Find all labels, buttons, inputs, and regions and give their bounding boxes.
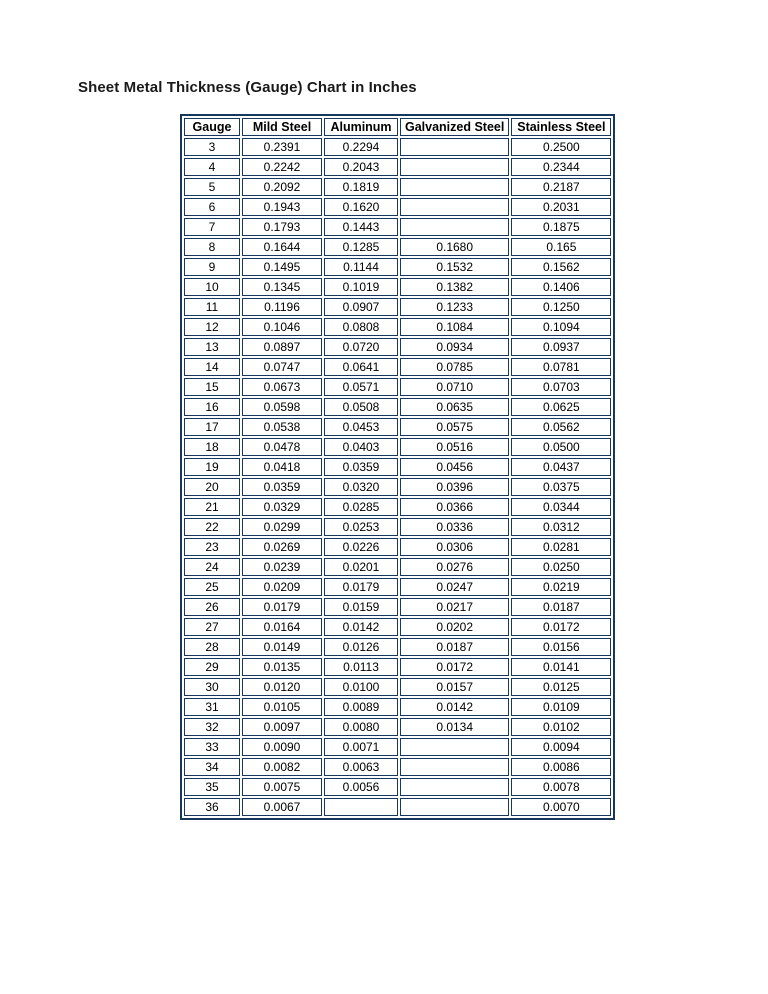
gauge-cell: 29 — [184, 658, 240, 676]
table-row — [184, 358, 611, 376]
thickness-value-cell: 0.0134 — [400, 718, 509, 736]
table-row — [184, 298, 611, 316]
thickness-value-cell: 0.1406 — [511, 278, 611, 296]
table-header-row — [184, 118, 611, 136]
table-row — [184, 538, 611, 556]
table-row — [184, 658, 611, 676]
table-row — [184, 798, 611, 816]
thickness-value-cell: 0.2187 — [511, 178, 611, 196]
table-row — [184, 598, 611, 616]
thickness-value-cell: 0.0635 — [400, 398, 509, 416]
thickness-value-cell: 0.0516 — [400, 438, 509, 456]
thickness-value-cell: 0.0781 — [511, 358, 611, 376]
thickness-value-cell: 0.0120 — [242, 678, 322, 696]
table-row — [184, 198, 611, 216]
thickness-value-cell — [400, 758, 509, 776]
thickness-value-cell: 0.0159 — [324, 598, 398, 616]
gauge-cell: 18 — [184, 438, 240, 456]
thickness-value-cell: 0.2344 — [511, 158, 611, 176]
thickness-value-cell: 0.0102 — [511, 718, 611, 736]
thickness-value-cell: 0.0201 — [324, 558, 398, 576]
thickness-value-cell: 0.0562 — [511, 418, 611, 436]
thickness-value-cell: 0.1046 — [242, 318, 322, 336]
thickness-value-cell: 0.0067 — [242, 798, 322, 816]
thickness-value-cell: 0.0396 — [400, 478, 509, 496]
thickness-value-cell: 0.1532 — [400, 258, 509, 276]
thickness-value-cell: 0.0747 — [242, 358, 322, 376]
thickness-value-cell: 0.0897 — [242, 338, 322, 356]
thickness-value-cell: 0.0094 — [511, 738, 611, 756]
table-body — [184, 138, 611, 816]
gauge-cell: 7 — [184, 218, 240, 236]
thickness-value-cell: 0.1495 — [242, 258, 322, 276]
gauge-cell: 36 — [184, 798, 240, 816]
thickness-value-cell — [400, 798, 509, 816]
gauge-cell: 34 — [184, 758, 240, 776]
thickness-value-cell: 0.0075 — [242, 778, 322, 796]
thickness-value-cell: 0.1620 — [324, 198, 398, 216]
thickness-value-cell: 0.1819 — [324, 178, 398, 196]
gauge-cell: 17 — [184, 418, 240, 436]
gauge-cell: 26 — [184, 598, 240, 616]
thickness-value-cell: 0.0089 — [324, 698, 398, 716]
thickness-value-cell — [400, 158, 509, 176]
thickness-value-cell: 0.2500 — [511, 138, 611, 156]
gauge-cell: 28 — [184, 638, 240, 656]
thickness-value-cell: 0.0571 — [324, 378, 398, 396]
table-row — [184, 438, 611, 456]
gauge-cell: 10 — [184, 278, 240, 296]
thickness-value-cell — [400, 778, 509, 796]
thickness-value-cell: 0.0418 — [242, 458, 322, 476]
table-row — [184, 578, 611, 596]
table-row — [184, 498, 611, 516]
thickness-value-cell: 0.1793 — [242, 218, 322, 236]
thickness-value-cell: 0.0359 — [242, 478, 322, 496]
gauge-cell: 12 — [184, 318, 240, 336]
gauge-cell: 13 — [184, 338, 240, 356]
thickness-value-cell: 0.2391 — [242, 138, 322, 156]
thickness-value-cell: 0.0625 — [511, 398, 611, 416]
thickness-value-cell: 0.0071 — [324, 738, 398, 756]
gauge-cell: 30 — [184, 678, 240, 696]
thickness-value-cell: 0.0149 — [242, 638, 322, 656]
thickness-value-cell: 0.0329 — [242, 498, 322, 516]
thickness-value-cell: 0.0500 — [511, 438, 611, 456]
thickness-value-cell: 0.0142 — [400, 698, 509, 716]
thickness-value-cell: 0.0508 — [324, 398, 398, 416]
thickness-value-cell: 0.0187 — [400, 638, 509, 656]
thickness-value-cell: 0.0281 — [511, 538, 611, 556]
thickness-value-cell: 0.0179 — [324, 578, 398, 596]
thickness-value-cell: 0.0306 — [400, 538, 509, 556]
gauge-cell: 24 — [184, 558, 240, 576]
thickness-value-cell: 0.0703 — [511, 378, 611, 396]
thickness-value-cell: 0.1196 — [242, 298, 322, 316]
thickness-value-cell: 0.165 — [511, 238, 611, 256]
table-row — [184, 738, 611, 756]
thickness-value-cell: 0.2092 — [242, 178, 322, 196]
thickness-value-cell: 0.0276 — [400, 558, 509, 576]
gauge-cell: 35 — [184, 778, 240, 796]
thickness-value-cell: 0.0070 — [511, 798, 611, 816]
thickness-value-cell: 0.0179 — [242, 598, 322, 616]
thickness-value-cell: 0.2294 — [324, 138, 398, 156]
gauge-cell: 27 — [184, 618, 240, 636]
thickness-value-cell: 0.0080 — [324, 718, 398, 736]
table-row — [184, 478, 611, 496]
thickness-value-cell: 0.0598 — [242, 398, 322, 416]
thickness-value-cell: 0.0344 — [511, 498, 611, 516]
thickness-value-cell: 0.0090 — [242, 738, 322, 756]
thickness-value-cell: 0.0312 — [511, 518, 611, 536]
thickness-value-cell: 0.0285 — [324, 498, 398, 516]
thickness-value-cell: 0.0937 — [511, 338, 611, 356]
thickness-value-cell: 0.0907 — [324, 298, 398, 316]
gauge-cell: 22 — [184, 518, 240, 536]
gauge-cell: 14 — [184, 358, 240, 376]
table-row — [184, 678, 611, 696]
thickness-value-cell: 0.0105 — [242, 698, 322, 716]
thickness-value-cell: 0.0253 — [324, 518, 398, 536]
thickness-value-cell — [400, 138, 509, 156]
table-row — [184, 518, 611, 536]
table-row — [184, 158, 611, 176]
thickness-value-cell — [400, 178, 509, 196]
thickness-value-cell: 0.0135 — [242, 658, 322, 676]
thickness-value-cell: 0.0056 — [324, 778, 398, 796]
thickness-value-cell: 0.2242 — [242, 158, 322, 176]
gauge-cell: 11 — [184, 298, 240, 316]
thickness-value-cell: 0.0250 — [511, 558, 611, 576]
thickness-value-cell: 0.0202 — [400, 618, 509, 636]
thickness-value-cell: 0.0478 — [242, 438, 322, 456]
thickness-value-cell: 0.0575 — [400, 418, 509, 436]
thickness-value-cell: 0.0239 — [242, 558, 322, 576]
thickness-value-cell: 0.0453 — [324, 418, 398, 436]
table-row — [184, 218, 611, 236]
thickness-value-cell: 0.0217 — [400, 598, 509, 616]
thickness-value-cell — [324, 798, 398, 816]
thickness-value-cell: 0.0078 — [511, 778, 611, 796]
table-head — [184, 118, 611, 136]
gauge-cell: 5 — [184, 178, 240, 196]
table-row — [184, 318, 611, 336]
gauge-cell: 16 — [184, 398, 240, 416]
thickness-value-cell: 0.0142 — [324, 618, 398, 636]
thickness-value-cell: 0.0785 — [400, 358, 509, 376]
thickness-value-cell: 0.0172 — [511, 618, 611, 636]
table-row — [184, 238, 611, 256]
table-row — [184, 618, 611, 636]
table-row — [184, 778, 611, 796]
gauge-cell: 8 — [184, 238, 240, 256]
thickness-value-cell: 0.0641 — [324, 358, 398, 376]
thickness-value-cell: 0.0157 — [400, 678, 509, 696]
table-row — [184, 138, 611, 156]
table-row — [184, 698, 611, 716]
thickness-value-cell: 0.0164 — [242, 618, 322, 636]
thickness-value-cell: 0.0673 — [242, 378, 322, 396]
thickness-value-cell: 0.0375 — [511, 478, 611, 496]
thickness-value-cell: 0.0109 — [511, 698, 611, 716]
thickness-value-cell: 0.0456 — [400, 458, 509, 476]
thickness-value-cell: 0.0720 — [324, 338, 398, 356]
thickness-value-cell: 0.0113 — [324, 658, 398, 676]
table-row — [184, 638, 611, 656]
thickness-value-cell: 0.1144 — [324, 258, 398, 276]
thickness-value-cell: 0.1345 — [242, 278, 322, 296]
thickness-value-cell: 0.1084 — [400, 318, 509, 336]
gauge-cell: 33 — [184, 738, 240, 756]
table-row — [184, 718, 611, 736]
gauge-cell: 3 — [184, 138, 240, 156]
table-row — [184, 558, 611, 576]
thickness-value-cell: 0.0538 — [242, 418, 322, 436]
thickness-value-cell: 0.0209 — [242, 578, 322, 596]
gauge-cell: 23 — [184, 538, 240, 556]
thickness-value-cell: 0.0097 — [242, 718, 322, 736]
thickness-value-cell: 0.0359 — [324, 458, 398, 476]
gauge-cell: 25 — [184, 578, 240, 596]
thickness-value-cell: 0.0082 — [242, 758, 322, 776]
column-header-galvanized-steel: Galvanized Steel — [400, 118, 509, 136]
gauge-cell: 15 — [184, 378, 240, 396]
gauge-cell: 21 — [184, 498, 240, 516]
table-row — [184, 418, 611, 436]
thickness-value-cell: 0.0808 — [324, 318, 398, 336]
table-row — [184, 278, 611, 296]
thickness-value-cell — [400, 738, 509, 756]
thickness-value-cell: 0.0219 — [511, 578, 611, 596]
gauge-cell: 32 — [184, 718, 240, 736]
thickness-value-cell: 0.1382 — [400, 278, 509, 296]
thickness-value-cell: 0.1875 — [511, 218, 611, 236]
gauge-cell: 31 — [184, 698, 240, 716]
thickness-value-cell: 0.0141 — [511, 658, 611, 676]
thickness-value-cell: 0.1094 — [511, 318, 611, 336]
thickness-value-cell: 0.0320 — [324, 478, 398, 496]
thickness-value-cell: 0.0086 — [511, 758, 611, 776]
gauge-cell: 6 — [184, 198, 240, 216]
thickness-value-cell: 0.0125 — [511, 678, 611, 696]
thickness-value-cell: 0.2031 — [511, 198, 611, 216]
thickness-value-cell: 0.0934 — [400, 338, 509, 356]
thickness-value-cell: 0.0269 — [242, 538, 322, 556]
gauge-chart-table — [180, 114, 615, 820]
thickness-value-cell: 0.1233 — [400, 298, 509, 316]
thickness-value-cell: 0.0063 — [324, 758, 398, 776]
table-row — [184, 378, 611, 396]
thickness-value-cell: 0.0710 — [400, 378, 509, 396]
thickness-value-cell: 0.0336 — [400, 518, 509, 536]
thickness-value-cell: 0.2043 — [324, 158, 398, 176]
table-row — [184, 398, 611, 416]
thickness-value-cell: 0.1285 — [324, 238, 398, 256]
thickness-value-cell: 0.0226 — [324, 538, 398, 556]
thickness-value-cell: 0.1562 — [511, 258, 611, 276]
column-header-gauge: Gauge — [184, 118, 240, 136]
thickness-value-cell: 0.0247 — [400, 578, 509, 596]
thickness-value-cell: 0.0172 — [400, 658, 509, 676]
thickness-value-cell — [400, 218, 509, 236]
gauge-cell: 4 — [184, 158, 240, 176]
thickness-value-cell: 0.0187 — [511, 598, 611, 616]
column-header-stainless-steel: Stainless Steel — [511, 118, 611, 136]
thickness-value-cell: 0.1680 — [400, 238, 509, 256]
column-header-aluminum: Aluminum — [324, 118, 398, 136]
thickness-value-cell: 0.0126 — [324, 638, 398, 656]
gauge-cell: 19 — [184, 458, 240, 476]
column-header-mild-steel: Mild Steel — [242, 118, 322, 136]
gauge-cell: 20 — [184, 478, 240, 496]
thickness-value-cell: 0.1943 — [242, 198, 322, 216]
thickness-value-cell: 0.0156 — [511, 638, 611, 656]
table-row — [184, 338, 611, 356]
thickness-value-cell: 0.0299 — [242, 518, 322, 536]
thickness-value-cell: 0.1443 — [324, 218, 398, 236]
gauge-cell: 9 — [184, 258, 240, 276]
thickness-value-cell: 0.0437 — [511, 458, 611, 476]
table-row — [184, 758, 611, 776]
thickness-value-cell — [400, 198, 509, 216]
thickness-value-cell: 0.0403 — [324, 438, 398, 456]
thickness-value-cell: 0.0366 — [400, 498, 509, 516]
page-title: Sheet Metal Thickness (Gauge) Chart in Inches — [78, 79, 417, 96]
thickness-value-cell: 0.1250 — [511, 298, 611, 316]
table-row — [184, 458, 611, 476]
thickness-value-cell: 0.1019 — [324, 278, 398, 296]
table-row — [184, 258, 611, 276]
thickness-value-cell: 0.0100 — [324, 678, 398, 696]
thickness-value-cell: 0.1644 — [242, 238, 322, 256]
table-row — [184, 178, 611, 196]
